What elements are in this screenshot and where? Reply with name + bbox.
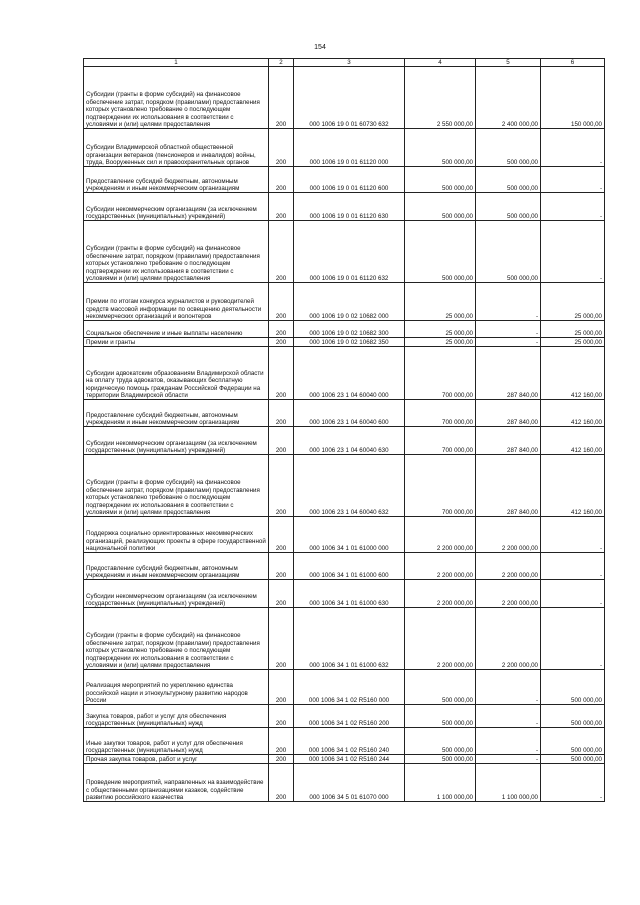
budget-table xyxy=(83,58,605,802)
row-amount-1-cell: 700 000,00 xyxy=(405,347,476,400)
row-name-text: Премии и гранты xyxy=(86,339,136,346)
row-name-cell xyxy=(84,193,269,221)
header-row xyxy=(84,59,605,67)
row-amount-3-cell: - xyxy=(541,553,605,580)
row-amount-1-cell: 2 550 000,00 xyxy=(405,67,476,129)
row-amount-1-cell: 700 000,00 xyxy=(405,400,476,427)
table-row xyxy=(84,321,605,338)
row-name-text: Прочая закупка товаров, работ и услуг xyxy=(86,756,198,763)
row-amount-2-cell: 287 840,00 xyxy=(476,455,541,517)
row-name-text: Проведение мероприятий, направленных на взаимодействие с общественными организациями казаков, содействие развитию российского казачества xyxy=(86,779,264,801)
page-number: 154 xyxy=(314,44,326,51)
row-name-text: Субсидии некоммерческим организациям (за исключением государственных (муниципальных) учреждений) xyxy=(86,592,257,607)
row-name-text: Предоставление субсидий бюджетным, автономным учреждениям и иным некоммерческим организациям xyxy=(86,564,240,579)
row-name-text: Премии по итогам конкурса журналистов и руководителей средств массовой информации по освещению деятельности некоммерческих организаций и волонтеров xyxy=(86,298,262,320)
row-kbk-cell: 000 1006 34 1 01 61000 000 xyxy=(294,517,405,553)
row-name-cell xyxy=(84,129,269,167)
row-amount-2-cell: 1 100 000,00 xyxy=(476,764,541,802)
row-amount-2-cell: - xyxy=(476,321,541,338)
row-name-cell xyxy=(84,728,269,755)
table-row xyxy=(84,580,605,608)
row-name-cell xyxy=(84,517,269,553)
row-amount-3-cell: - xyxy=(541,167,605,193)
row-name-text: Субсидии (гранты в форме субсидий) на финансовое обеспечение затрат, порядком (правилами) предоставления которых установлено требование о последующем подтверждении их использования в соответствии с условиями и (или) целями предоставления xyxy=(86,632,260,669)
row-code-cell: 200 xyxy=(269,283,294,321)
row-amount-2-cell: 2 200 000,00 xyxy=(476,608,541,670)
table-row xyxy=(84,283,605,321)
row-name-cell xyxy=(84,283,269,321)
header-cell-5: 5 xyxy=(476,59,541,67)
table-row xyxy=(84,167,605,193)
row-amount-1-cell: 500 000,00 xyxy=(405,167,476,193)
row-name-cell xyxy=(84,580,269,608)
row-kbk-cell: 000 1006 34 1 01 61000 632 xyxy=(294,608,405,670)
row-amount-3-cell: 25 000,00 xyxy=(541,338,605,347)
row-amount-2-cell: 2 400 000,00 xyxy=(476,67,541,129)
row-kbk-cell: 000 1006 19 0 01 61120 000 xyxy=(294,129,405,167)
row-amount-2-cell: - xyxy=(476,728,541,755)
row-amount-3-cell: 412 160,00 xyxy=(541,347,605,400)
row-kbk-cell: 000 1006 34 1 02 R5160 200 xyxy=(294,705,405,728)
row-amount-1-cell: 700 000,00 xyxy=(405,455,476,517)
header-cell-2: 2 xyxy=(269,59,294,67)
table-row xyxy=(84,400,605,427)
row-code-cell: 200 xyxy=(269,455,294,517)
row-amount-2-cell: 287 840,00 xyxy=(476,347,541,400)
row-name-text: Иные закупки товаров, работ и услуг для обеспечения государственных (муниципальных) нужд xyxy=(86,739,243,754)
header-cell-6: 6 xyxy=(541,59,605,67)
row-code-cell: 200 xyxy=(269,517,294,553)
row-amount-1-cell: 25 000,00 xyxy=(405,338,476,347)
row-code-cell: 200 xyxy=(269,347,294,400)
row-amount-3-cell: 150 000,00 xyxy=(541,67,605,129)
table-row xyxy=(84,129,605,167)
row-amount-1-cell: 2 200 000,00 xyxy=(405,517,476,553)
row-amount-1-cell: 2 200 000,00 xyxy=(405,553,476,580)
table-body xyxy=(84,67,605,802)
row-amount-2-cell: 500 000,00 xyxy=(476,193,541,221)
row-amount-2-cell: - xyxy=(476,755,541,764)
row-name-text: Закупка товаров, работ и услуг для обеспечения государственных (муниципальных) нужд xyxy=(86,712,227,727)
row-amount-2-cell: 287 840,00 xyxy=(476,427,541,455)
row-amount-3-cell: 412 160,00 xyxy=(541,455,605,517)
row-kbk-cell: 000 1006 34 1 01 61000 600 xyxy=(294,553,405,580)
row-name-cell xyxy=(84,455,269,517)
row-code-cell: 200 xyxy=(269,67,294,129)
row-amount-2-cell: 2 200 000,00 xyxy=(476,553,541,580)
row-name-text: Субсидии некоммерческим организациям (за исключением государственных (муниципальных) учреждений) xyxy=(86,439,257,454)
row-code-cell: 200 xyxy=(269,321,294,338)
table-row xyxy=(84,728,605,755)
row-amount-1-cell: 500 000,00 xyxy=(405,193,476,221)
row-kbk-cell: 000 1006 23 1 04 60040 000 xyxy=(294,347,405,400)
row-amount-3-cell: - xyxy=(541,580,605,608)
row-amount-2-cell: 287 840,00 xyxy=(476,400,541,427)
row-code-cell: 200 xyxy=(269,338,294,347)
row-amount-3-cell: 500 000,00 xyxy=(541,755,605,764)
table-row xyxy=(84,764,605,802)
row-kbk-cell: 000 1006 34 1 02 R5160 244 xyxy=(294,755,405,764)
row-name-cell xyxy=(84,347,269,400)
row-amount-3-cell: 500 000,00 xyxy=(541,670,605,705)
row-name-cell xyxy=(84,321,269,338)
table-row xyxy=(84,670,605,705)
row-amount-3-cell: - xyxy=(541,608,605,670)
row-code-cell: 200 xyxy=(269,553,294,580)
row-amount-3-cell: 25 000,00 xyxy=(541,283,605,321)
table-row xyxy=(84,553,605,580)
row-name-cell xyxy=(84,705,269,728)
row-name-cell xyxy=(84,221,269,283)
row-name-cell xyxy=(84,67,269,129)
row-name-cell xyxy=(84,608,269,670)
row-amount-2-cell: 500 000,00 xyxy=(476,129,541,167)
row-code-cell: 200 xyxy=(269,400,294,427)
row-amount-2-cell: 2 200 000,00 xyxy=(476,580,541,608)
row-kbk-cell: 000 1006 19 0 02 10682 300 xyxy=(294,321,405,338)
row-kbk-cell: 000 1006 34 1 02 R5160 240 xyxy=(294,728,405,755)
row-kbk-cell: 000 1006 34 1 02 R5160 000 xyxy=(294,670,405,705)
row-amount-2-cell: - xyxy=(476,283,541,321)
table-row xyxy=(84,455,605,517)
row-amount-2-cell: 500 000,00 xyxy=(476,221,541,283)
row-kbk-cell: 000 1006 23 1 04 60040 630 xyxy=(294,427,405,455)
row-code-cell: 200 xyxy=(269,167,294,193)
row-code-cell: 200 xyxy=(269,728,294,755)
row-code-cell: 200 xyxy=(269,764,294,802)
row-name-text: Субсидии Владимирской областной общественной организации ветеранов (пенсионеров и инвалидов) войны, труда, Вооруженных сил и правоохранительных органов xyxy=(86,144,256,166)
row-name-text: Социальное обеспечение и иные выплаты населению xyxy=(86,330,243,337)
row-amount-2-cell: - xyxy=(476,670,541,705)
row-name-text: Субсидии (гранты в форме субсидий) на финансовое обеспечение затрат, порядком (правилами) предоставления которых установлено требование о последующем подтверждении их использования в соответствии с условиями и (или) целями предоставления xyxy=(86,91,260,128)
row-name-cell xyxy=(84,427,269,455)
row-kbk-cell: 000 1006 19 0 01 61120 630 xyxy=(294,193,405,221)
row-code-cell: 200 xyxy=(269,221,294,283)
row-amount-3-cell: - xyxy=(541,764,605,802)
row-code-cell: 200 xyxy=(269,608,294,670)
row-name-text: Субсидии адвокатским образованиям Владимирской области на оплату труда адвокатов, оказывающих бесплатную юридическую помощь гражданам Российской Федерации на территории Владимирской области xyxy=(86,369,264,399)
row-kbk-cell: 000 1006 23 1 04 60040 632 xyxy=(294,455,405,517)
row-amount-3-cell: - xyxy=(541,193,605,221)
row-amount-1-cell: 500 000,00 xyxy=(405,221,476,283)
row-kbk-cell: 000 1006 19 0 02 10682 000 xyxy=(294,283,405,321)
row-name-cell xyxy=(84,755,269,764)
row-code-cell: 200 xyxy=(269,193,294,221)
row-amount-3-cell: - xyxy=(541,129,605,167)
row-amount-2-cell: 500 000,00 xyxy=(476,167,541,193)
row-kbk-cell: 000 1006 23 1 04 60040 600 xyxy=(294,400,405,427)
row-amount-3-cell: 412 160,00 xyxy=(541,400,605,427)
row-amount-2-cell: - xyxy=(476,705,541,728)
row-name-text: Субсидии (гранты в форме субсидий) на финансовое обеспечение затрат, порядком (правилами) предоставления которых установлено требование о последующем подтверждении их использования в соответствии с условиями и (или) целями предоставления xyxy=(86,479,260,516)
row-amount-1-cell: 25 000,00 xyxy=(405,321,476,338)
row-name-cell xyxy=(84,400,269,427)
row-amount-3-cell: 500 000,00 xyxy=(541,728,605,755)
header-cell-1: 1 xyxy=(84,59,269,67)
table-row xyxy=(84,67,605,129)
row-name-cell xyxy=(84,764,269,802)
row-kbk-cell: 000 1006 34 5 01 61070 000 xyxy=(294,764,405,802)
row-amount-3-cell: 412 160,00 xyxy=(541,427,605,455)
row-name-text: Реализация мероприятий по укреплению единства российской нации и этнокультурному развитию народов России xyxy=(86,682,248,704)
row-kbk-cell: 000 1006 19 0 01 60730 632 xyxy=(294,67,405,129)
row-code-cell: 200 xyxy=(269,129,294,167)
table-row xyxy=(84,608,605,670)
table-row xyxy=(84,705,605,728)
table-row xyxy=(84,347,605,400)
row-amount-1-cell: 500 000,00 xyxy=(405,705,476,728)
table-row xyxy=(84,221,605,283)
row-amount-1-cell: 2 200 000,00 xyxy=(405,608,476,670)
row-amount-1-cell: 500 000,00 xyxy=(405,670,476,705)
row-name-cell xyxy=(84,553,269,580)
row-name-cell xyxy=(84,670,269,705)
row-amount-1-cell: 1 100 000,00 xyxy=(405,764,476,802)
row-kbk-cell: 000 1006 19 0 01 61120 632 xyxy=(294,221,405,283)
row-amount-3-cell: - xyxy=(541,517,605,553)
row-name-text: Субсидии (гранты в форме субсидий) на финансовое обеспечение затрат, порядком (правилами) предоставления которых установлено требование о последующем подтверждении их использования в соответствии с условиями и (или) целями предоставления xyxy=(86,245,260,282)
table-row xyxy=(84,517,605,553)
row-amount-1-cell: 25 000,00 xyxy=(405,283,476,321)
table-row xyxy=(84,193,605,221)
table-row xyxy=(84,427,605,455)
row-kbk-cell: 000 1006 34 1 01 61000 630 xyxy=(294,580,405,608)
row-name-text: Субсидии некоммерческим организациям (за исключением государственных (муниципальных) учреждений) xyxy=(86,205,257,220)
row-name-text: Поддержка социально ориентированных некоммерческих организаций, реализующих проекты в сфере государственной национальной политики xyxy=(86,530,266,552)
row-code-cell: 200 xyxy=(269,580,294,608)
row-amount-2-cell: 2 200 000,00 xyxy=(476,517,541,553)
header-cell-3: 3 xyxy=(294,59,405,67)
row-amount-3-cell: 25 000,00 xyxy=(541,321,605,338)
row-amount-1-cell: 700 000,00 xyxy=(405,427,476,455)
row-kbk-cell: 000 1006 19 0 02 10682 350 xyxy=(294,338,405,347)
row-amount-1-cell: 2 200 000,00 xyxy=(405,580,476,608)
table-row xyxy=(84,338,605,347)
row-kbk-cell: 000 1006 19 0 01 61120 600 xyxy=(294,167,405,193)
table-row xyxy=(84,755,605,764)
row-amount-1-cell: 500 000,00 xyxy=(405,755,476,764)
row-amount-3-cell: - xyxy=(541,221,605,283)
row-name-text: Предоставление субсидий бюджетным, автономным учреждениям и иным некоммерческим организациям xyxy=(86,177,240,192)
row-code-cell: 200 xyxy=(269,427,294,455)
row-name-cell xyxy=(84,167,269,193)
header-cell-4: 4 xyxy=(405,59,476,67)
row-code-cell: 200 xyxy=(269,755,294,764)
row-amount-1-cell: 500 000,00 xyxy=(405,129,476,167)
row-name-text: Предоставление субсидий бюджетным, автономным учреждениям и иным некоммерческим организациям xyxy=(86,411,240,426)
row-name-cell xyxy=(84,338,269,347)
row-code-cell: 200 xyxy=(269,670,294,705)
row-code-cell: 200 xyxy=(269,705,294,728)
row-amount-3-cell: 500 000,00 xyxy=(541,705,605,728)
row-amount-2-cell: - xyxy=(476,338,541,347)
row-amount-1-cell: 500 000,00 xyxy=(405,728,476,755)
